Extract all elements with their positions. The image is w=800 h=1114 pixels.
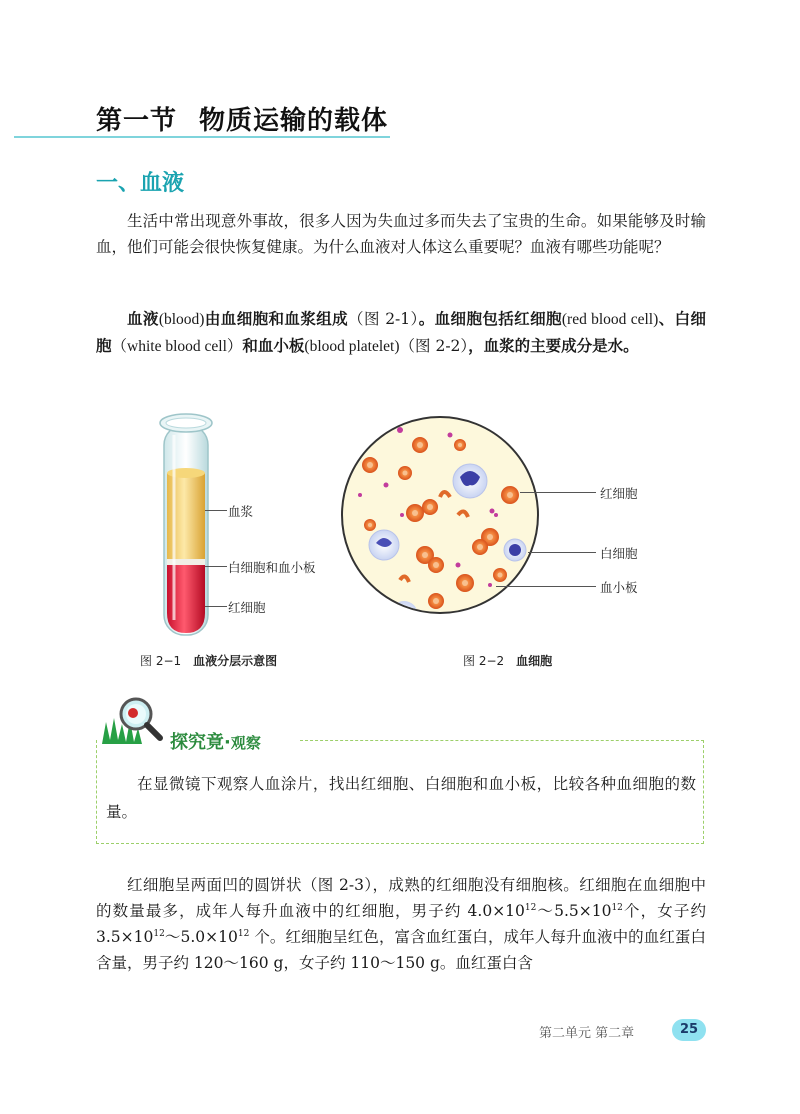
term-wbc-en: （white blood cell）	[111, 338, 243, 355]
rbc-text-part3: 个，女子约 3.5×10	[96, 902, 706, 946]
blood-composition-text	[96, 306, 706, 360]
section-title	[96, 100, 388, 137]
leader-wbc-cells	[528, 552, 596, 553]
footer-chapter: 第二单元 第二章	[539, 1026, 635, 1041]
label-rbc-cells: 红细胞	[600, 486, 638, 501]
exponent: 12	[611, 903, 623, 913]
term-rbc-en: (red blood cell)	[561, 311, 659, 328]
figure-2-1-caption	[140, 652, 277, 669]
rbc-text-part1: 红细胞呈两面凹的圆饼状（图 2-3），成熟的红细胞没有细胞核。红细胞在血细胞中的数量最多，成年人每升血液中的红细胞，男子约 4.0×10	[96, 876, 706, 920]
rbc-paragraph	[96, 872, 706, 976]
leader-wbc-platelet	[205, 566, 227, 567]
term-platelet: 和血小板	[242, 337, 305, 355]
page-number: 25	[672, 1019, 706, 1041]
section-number: 第一节	[96, 106, 178, 136]
blood-cells-illustration	[340, 415, 540, 615]
exponent: 12	[153, 929, 165, 939]
fig-ref-2-1: （图 2-1）	[348, 310, 419, 328]
plasma-water-bold: ，血浆的主要成分是水。	[468, 337, 639, 355]
intro-text: 生活中常出现意外事故，很多人因为失血过多而失去了宝贵的生命。如果能够及时输血，他们可能会很快恢复健康。为什么血液对人体这么重要呢？血液有哪些功能呢？	[96, 212, 706, 256]
rbc-text-part2: ～5.5×10	[536, 902, 612, 920]
explore-title	[170, 728, 267, 754]
term-platelet-en: (blood platelet)	[304, 338, 400, 355]
label-platelets: 血小板	[600, 580, 638, 595]
figure-2-2-title: 血细胞	[516, 654, 553, 668]
fig-ref-2-2: （图 2-2）	[399, 337, 469, 355]
figure-2-2-number: 图 2−2	[463, 654, 505, 668]
explore-content	[106, 770, 696, 826]
title-underline	[14, 136, 390, 138]
section-name: 物质运输的载体	[199, 106, 389, 136]
explore-title-main: 探究竟	[170, 732, 224, 753]
magnifier-icon	[100, 694, 168, 746]
term-blood-en: (blood)	[158, 311, 205, 328]
figure-2-1-title: 血液分层示意图	[193, 654, 278, 668]
label-wbc-platelet: 白细胞和血小板	[228, 560, 316, 575]
leader-plasma	[205, 510, 227, 511]
explore-box-top-border	[300, 740, 704, 741]
rbc-text-part4: ～5.0×10	[164, 928, 238, 946]
leader-rbc	[205, 606, 227, 607]
blood-composition-paragraph	[96, 306, 706, 360]
exponent: 12	[524, 903, 537, 913]
blood-composition-bold: 由血细胞和血浆组成	[204, 310, 349, 328]
rbc-text-part5: 个。红细胞呈红色，富含血红蛋白，成年人每升血液中的血红蛋白含量，男子约 120～160 g，女子约 110～150 g。血红蛋白含	[96, 928, 706, 972]
leader-platelets	[496, 586, 596, 587]
exponent: 12	[237, 929, 250, 939]
figure-2-1-number: 图 2−1	[140, 654, 182, 668]
explore-title-sub: 观察	[230, 734, 261, 752]
label-wbc-cells: 白细胞	[600, 546, 638, 561]
label-rbc-layer: 红细胞	[228, 600, 266, 615]
explore-text: 在显微镜下观察人血涂片，找出红细胞、白细胞和血小板，比较各种血细胞的数量。	[106, 775, 696, 821]
term-wbc: 、白细胞	[96, 310, 706, 355]
subsection-heading: 一、血液	[96, 171, 185, 196]
test-tube-illustration	[140, 405, 230, 645]
figure-2-2-caption	[463, 652, 552, 669]
label-plasma: 血浆	[228, 504, 254, 519]
explore-title-dot: ·	[224, 732, 231, 753]
term-blood: 血液	[127, 310, 159, 328]
intro-paragraph	[96, 208, 706, 260]
leader-rbc-cells	[520, 492, 596, 493]
rbc-text	[96, 872, 706, 976]
blood-cells-bold: 。血细胞包括红细胞	[418, 310, 562, 328]
